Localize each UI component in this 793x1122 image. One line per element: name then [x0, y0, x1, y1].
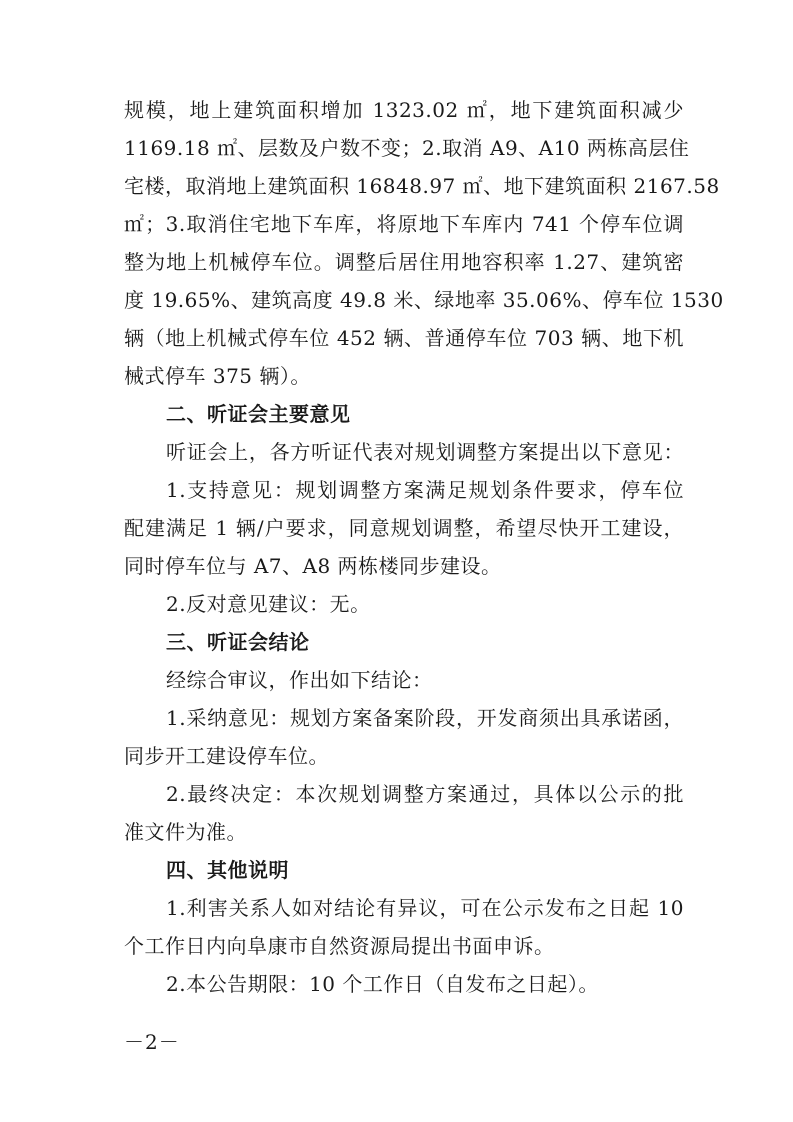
body-text-line: 准文件为准。 — [124, 820, 247, 844]
body-text-line: 同步开工建设停车位。 — [124, 744, 329, 768]
paragraph-first-line: 2.最终决定：本次规划调整方案通过，具体以公示的批 — [166, 782, 684, 806]
paragraph-first-line: 1.支持意见：规划调整方案满足规划条件要求，停车位 — [166, 478, 684, 502]
body-text-line: 配建满足 1 辆/户要求，同意规划调整，希望尽快开工建设， — [124, 516, 684, 540]
section-heading: 二、听证会主要意见 — [166, 402, 351, 426]
body-text-line: 整为地上机械停车位。调整后居住用地容积率 1.27、建筑密 — [124, 250, 684, 274]
paragraph-first-line: 经综合审议，作出如下结论： — [166, 668, 433, 692]
paragraph-first-line: 2.本公告期限：10 个工作日（自发布之日起）。 — [166, 972, 599, 996]
body-text-line: ㎡；3.取消住宅地下车库，将原地下车库内 741 个停车位调 — [124, 212, 684, 236]
body-text-line: 个工作日内向阜康市自然资源局提出书面申诉。 — [124, 934, 555, 958]
paragraph-first-line: 2.反对意见建议：无。 — [166, 592, 371, 616]
body-text-line: 同时停车位与 A7、A8 两栋楼同步建设。 — [124, 554, 502, 578]
section-heading: 四、其他说明 — [166, 858, 289, 882]
body-text-line: 辆（地上机械式停车位 452 辆、普通停车位 703 辆、地下机 — [124, 326, 684, 350]
body-text-line: 1169.18 ㎡、层数及户数不变；2.取消 A9、A10 两栋高层住 — [124, 136, 690, 160]
body-text-line: 械式停车 375 辆）。 — [124, 364, 311, 388]
section-heading: 三、听证会结论 — [166, 630, 310, 654]
page-number: －2－ — [124, 1030, 180, 1054]
paragraph-first-line: 1.利害关系人如对结论有异议，可在公示发布之日起 10 — [166, 896, 684, 920]
paragraph-first-line: 听证会上，各方听证代表对规划调整方案提出以下意见： — [166, 440, 684, 464]
body-text-line: 规模，地上建筑面积增加 1323.02 ㎡，地下建筑面积减少 — [124, 98, 684, 122]
body-text-line: 度 19.65%、建筑高度 49.8 米、绿地率 35.06%、停车位 1530 — [124, 288, 724, 312]
paragraph-first-line: 1.采纳意见：规划方案备案阶段，开发商须出具承诺函， — [166, 706, 684, 730]
body-text-line: 宅楼，取消地上建筑面积 16848.97 ㎡、地下建筑面积 2167.58 — [124, 174, 720, 198]
